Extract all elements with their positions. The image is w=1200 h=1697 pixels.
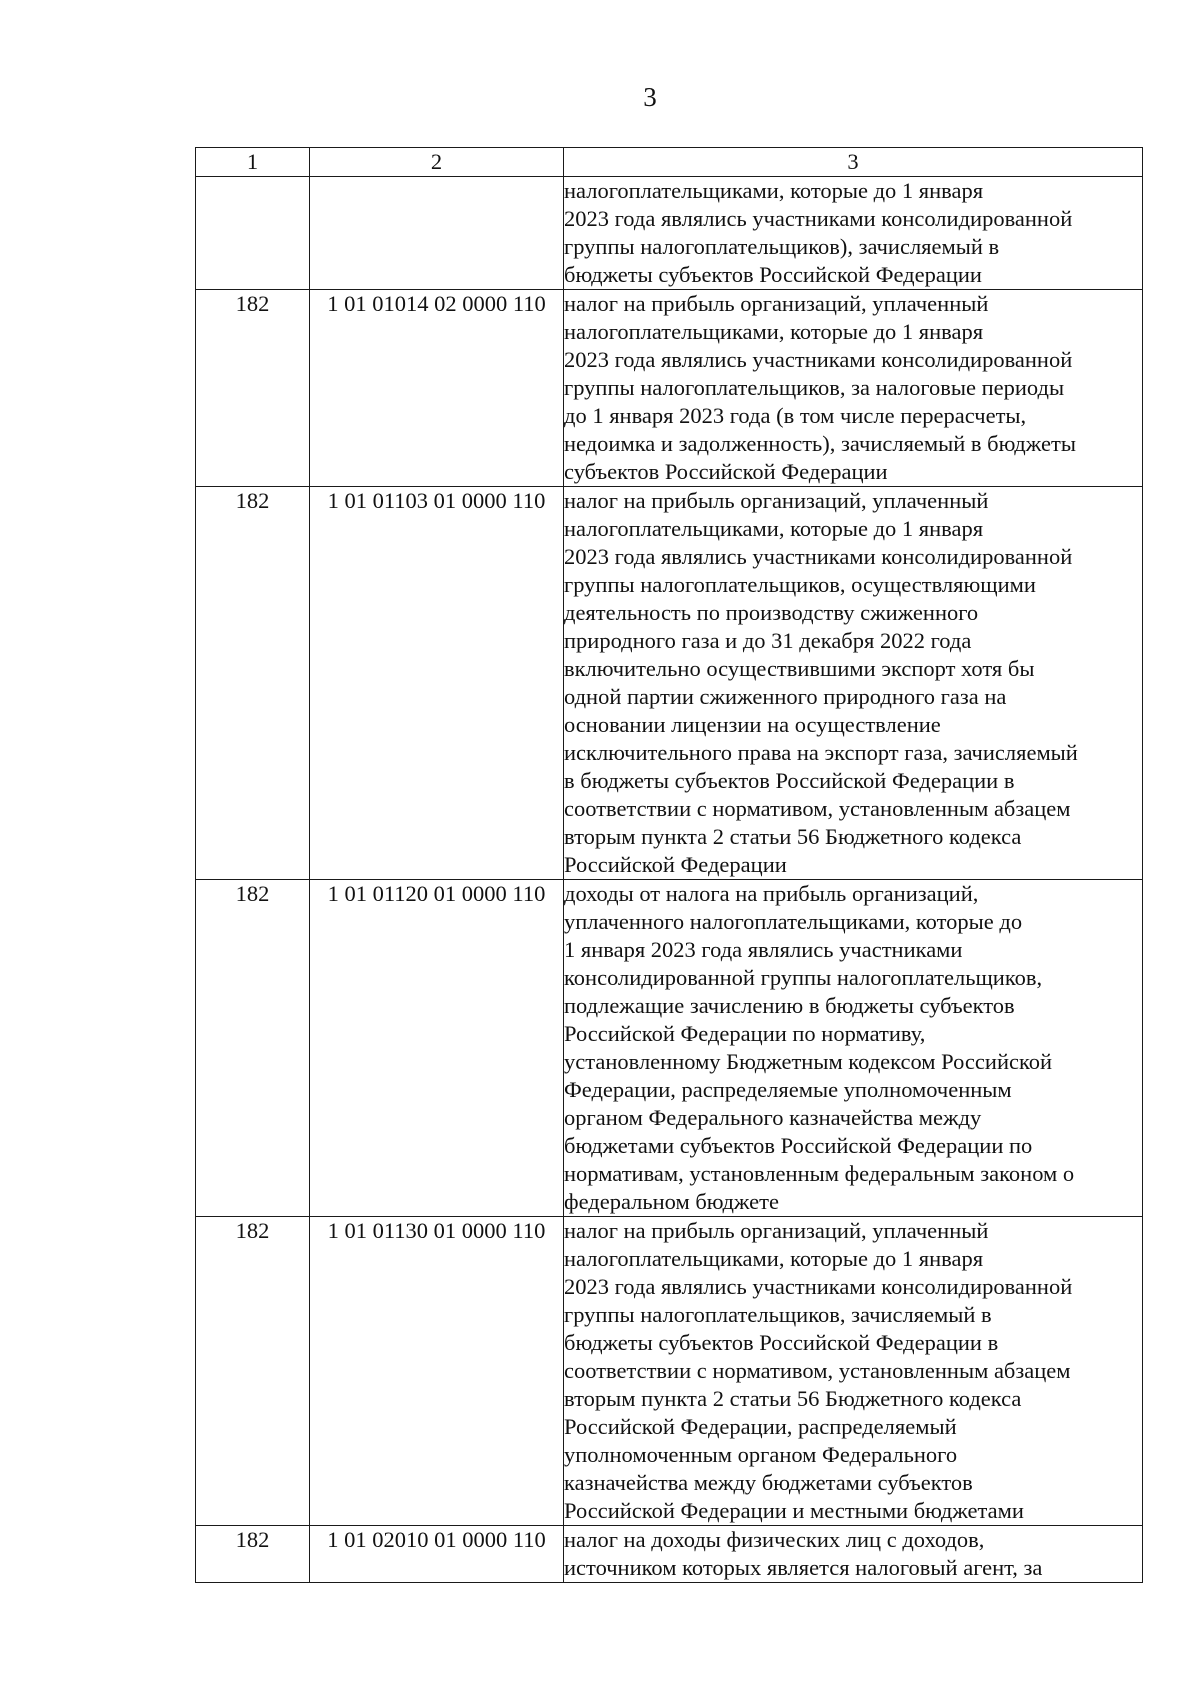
- description-line: до 1 января 2023 года (в том числе перерасчеты,: [564, 403, 1027, 428]
- description-line: 1 января 2023 года являлись участниками: [564, 937, 963, 962]
- description-line: Российской Федерации: [564, 852, 787, 877]
- description-line: установленному Бюджетным кодексом Российской: [564, 1049, 1053, 1074]
- description-line: соответствии с нормативом, установленным абзацем: [564, 1358, 1071, 1383]
- table-row: [196, 177, 1143, 290]
- description-line: бюджетами субъектов Российской Федерации по: [564, 1133, 1033, 1158]
- kbk-code-cell: 1 01 02010 01 0000 110: [310, 1526, 564, 1583]
- column-header-1: 1: [196, 148, 310, 177]
- description-line: источником которых является налоговый агент, за: [564, 1555, 1043, 1580]
- description-line: Российской Федерации по нормативу,: [564, 1021, 926, 1046]
- description-line: налогоплательщиками, которые до 1 января: [564, 1246, 984, 1271]
- description-line: бюджеты субъектов Российской Федерации в: [564, 1330, 999, 1355]
- description-line: одной партии сжиженного природного газа на: [564, 684, 1007, 709]
- description-line: 2023 года являлись участниками консолидированной: [564, 1274, 1073, 1299]
- description-cell: [564, 487, 1143, 880]
- description-line: уплаченного налогоплательщиками, которые до: [564, 909, 1023, 934]
- admin-code-cell: [196, 177, 310, 290]
- table-row: [196, 290, 1143, 487]
- description-line: 2023 года являлись участниками консолидированной: [564, 347, 1073, 372]
- revenue-classification-table: [195, 147, 1143, 1583]
- admin-code-cell: 182: [196, 290, 310, 487]
- table-row: [196, 1526, 1143, 1583]
- description-line: уполномоченным органом Федерального: [564, 1442, 958, 1467]
- description-line: основании лицензии на осуществление: [564, 712, 941, 737]
- description-line: доходы от налога на прибыль организаций,: [564, 881, 979, 906]
- description-line: группы налогоплательщиков, зачисляемый в: [564, 1302, 992, 1327]
- kbk-code-cell: 1 01 01014 02 0000 110: [310, 290, 564, 487]
- description-line: федеральном бюджете: [564, 1189, 779, 1214]
- description-cell: [564, 1217, 1143, 1526]
- table-row: [196, 880, 1143, 1217]
- admin-code-cell: 182: [196, 487, 310, 880]
- description-line: налогоплательщиками, которые до 1 января: [564, 516, 984, 541]
- description-line: субъектов Российской Федерации: [564, 459, 888, 484]
- kbk-code-cell: 1 01 01103 01 0000 110: [310, 487, 564, 880]
- kbk-code-cell: 1 01 01120 01 0000 110: [310, 880, 564, 1217]
- page-number: 3: [643, 82, 657, 112]
- description-line: Российской Федерации и местными бюджетами: [564, 1498, 1024, 1523]
- kbk-code-cell: [310, 177, 564, 290]
- description-line: группы налогоплательщиков), зачисляемый в: [564, 234, 1000, 259]
- description-line: исключительного права на экспорт газа, зачисляемый: [564, 740, 1078, 765]
- column-header-3: 3: [564, 148, 1143, 177]
- description-cell: [564, 880, 1143, 1217]
- description-line: недоимка и задолженность), зачисляемый в бюджеты: [564, 431, 1076, 456]
- description-line: 2023 года являлись участниками консолидированной: [564, 206, 1073, 231]
- description-line: включительно осуществившими экспорт хотя бы: [564, 656, 1035, 681]
- description-cell: [564, 177, 1143, 290]
- description-line: Российской Федерации, распределяемый: [564, 1414, 957, 1439]
- description-line: органом Федерального казначейства между: [564, 1105, 982, 1130]
- description-line: налогоплательщиками, которые до 1 января: [564, 319, 984, 344]
- admin-code-cell: 182: [196, 1217, 310, 1526]
- description-line: бюджеты субъектов Российской Федерации: [564, 262, 982, 287]
- description-cell: [564, 290, 1143, 487]
- description-line: деятельность по производству сжиженного: [564, 600, 979, 625]
- description-line: вторым пункта 2 статьи 56 Бюджетного кодекса: [564, 824, 1022, 849]
- description-line: налог на прибыль организаций, уплаченный: [564, 1218, 989, 1243]
- table-header-row: [196, 148, 1143, 177]
- description-line: нормативам, установленным федеральным законом о: [564, 1161, 1075, 1186]
- description-line: группы налогоплательщиков, осуществляющими: [564, 572, 1036, 597]
- description-line: налог на доходы физических лиц с доходов,: [564, 1527, 985, 1552]
- description-line: Федерации, распределяемые уполномоченным: [564, 1077, 1012, 1102]
- description-line: консолидированной группы налогоплательщиков,: [564, 965, 1043, 990]
- description-line: вторым пункта 2 статьи 56 Бюджетного кодекса: [564, 1386, 1022, 1411]
- description-line: подлежащие зачислению в бюджеты субъектов: [564, 993, 1015, 1018]
- description-line: в бюджеты субъектов Российской Федерации в: [564, 768, 1015, 793]
- table-row: [196, 1217, 1143, 1526]
- column-header-2: 2: [310, 148, 564, 177]
- description-line: налог на прибыль организаций, уплаченный: [564, 488, 989, 513]
- description-cell: [564, 1526, 1143, 1583]
- description-line: природного газа и до 31 декабря 2022 года: [564, 628, 972, 653]
- table-row: [196, 487, 1143, 880]
- admin-code-cell: 182: [196, 1526, 310, 1583]
- description-line: соответствии с нормативом, установленным абзацем: [564, 796, 1071, 821]
- description-line: 2023 года являлись участниками консолидированной: [564, 544, 1073, 569]
- description-line: налог на прибыль организаций, уплаченный: [564, 291, 989, 316]
- description-line: группы налогоплательщиков, за налоговые периоды: [564, 375, 1065, 400]
- description-line: казначейства между бюджетами субъектов: [564, 1470, 973, 1495]
- kbk-code-cell: 1 01 01130 01 0000 110: [310, 1217, 564, 1526]
- admin-code-cell: 182: [196, 880, 310, 1217]
- description-line: налогоплательщиками, которые до 1 января: [564, 178, 984, 203]
